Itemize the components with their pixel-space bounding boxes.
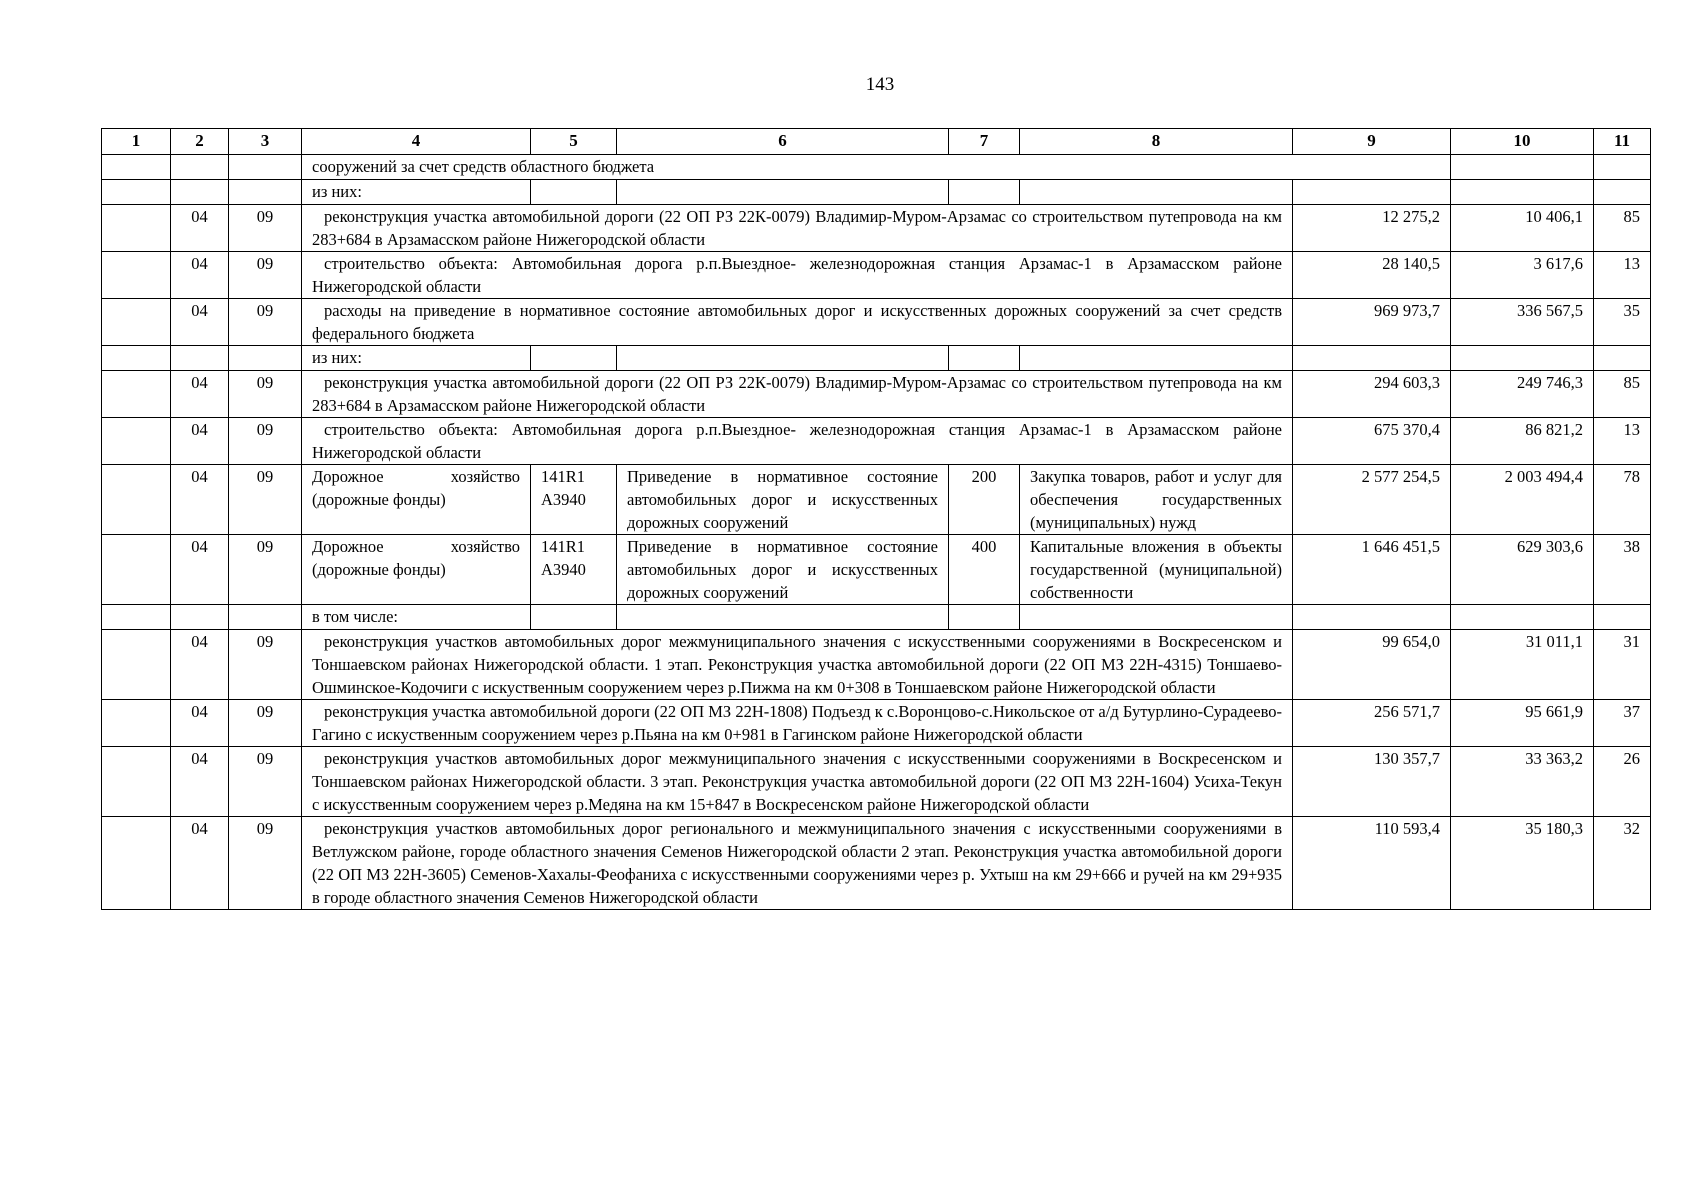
header-row xyxy=(102,129,1651,155)
program-name: Дорожное хозяйство (дорожные фонды) xyxy=(302,465,531,535)
activity-name: Приведение в нормативное состояние автомобильных дорог и искусственных дорожных сооружений xyxy=(617,465,949,535)
amount-actual: 33 363,2 xyxy=(1451,747,1594,817)
table-row xyxy=(102,252,1651,299)
percent-value: 78 xyxy=(1594,465,1651,535)
section-code: 04 xyxy=(171,252,229,299)
row-caption: в том числе: xyxy=(302,605,531,630)
subsection-code: 09 xyxy=(229,418,302,465)
amount-actual: 2 003 494,4 xyxy=(1451,465,1594,535)
column-header: 10 xyxy=(1451,129,1594,155)
row-description: реконструкция участка автомобильной дороги (22 ОП РЗ 22К-0079) Владимир-Муром-Арзамас со строительством путепровода на км 283+684 в Арзамасском районе Нижегородской области xyxy=(302,205,1293,252)
section-code: 04 xyxy=(171,535,229,605)
subsection-code: 09 xyxy=(229,205,302,252)
row-description: строительство объекта: Автомобильная дорога р.п.Выездное- железнодорожная станция Арзамас-1 в Арзамасском районе Нижегородской области xyxy=(302,418,1293,465)
table-row xyxy=(102,630,1651,700)
section-code: 04 xyxy=(171,205,229,252)
percent-value: 26 xyxy=(1594,747,1651,817)
subsection-code: 09 xyxy=(229,252,302,299)
table-row xyxy=(102,371,1651,418)
amount-actual: 249 746,3 xyxy=(1451,371,1594,418)
amount-actual: 336 567,5 xyxy=(1451,299,1594,346)
subsection-code: 09 xyxy=(229,630,302,700)
row-caption: из них: xyxy=(302,180,531,205)
column-header: 4 xyxy=(302,129,531,155)
subsection-code: 09 xyxy=(229,371,302,418)
amount-actual: 95 661,9 xyxy=(1451,700,1594,747)
row-description: реконструкция участков автомобильных дорог межмуниципального значения с искусственными сооружениями в Воскресенском и Тоншаевском районах Нижегородской области. 1 этап. Реконструкция участка автомобильной дороги (22 ОП МЗ 22Н-4315) Тоншаево-Ошминское-Кодочиги с искуственным сооружением через р.Пижма на км 0+308 в Тоншаевском районе Нижегородской области xyxy=(302,630,1293,700)
row-description: сооружений за счет средств областного бюджета xyxy=(302,155,1451,180)
column-header: 3 xyxy=(229,129,302,155)
table-row xyxy=(102,817,1651,910)
subsection-code: 09 xyxy=(229,535,302,605)
amount-plan: 130 357,7 xyxy=(1293,747,1451,817)
table-row xyxy=(102,180,1651,205)
percent-value: 37 xyxy=(1594,700,1651,747)
budget-table xyxy=(101,128,1651,910)
table-row xyxy=(102,535,1651,605)
row-caption: из них: xyxy=(302,346,531,371)
column-header: 2 xyxy=(171,129,229,155)
table-row xyxy=(102,747,1651,817)
row-description: строительство объекта: Автомобильная дорога р.п.Выездное- железнодорожная станция Арзамас-1 в Арзамасском районе Нижегородской области xyxy=(302,252,1293,299)
amount-plan: 110 593,4 xyxy=(1293,817,1451,910)
percent-value: 32 xyxy=(1594,817,1651,910)
column-header: 1 xyxy=(102,129,171,155)
section-code: 04 xyxy=(171,817,229,910)
amount-plan: 1 646 451,5 xyxy=(1293,535,1451,605)
amount-plan: 256 571,7 xyxy=(1293,700,1451,747)
amount-plan: 2 577 254,5 xyxy=(1293,465,1451,535)
column-header: 11 xyxy=(1594,129,1651,155)
expense-type-name: Закупка товаров, работ и услуг для обеспечения государственных (муниципальных) нужд xyxy=(1020,465,1293,535)
percent-value: 85 xyxy=(1594,371,1651,418)
subsection-code: 09 xyxy=(229,299,302,346)
percent-value: 85 xyxy=(1594,205,1651,252)
row-description: реконструкция участков автомобильных дорог регионального и межмуниципального значения с искусственными сооружениями в Ветлужском районе, городе областного значения Семенов Нижегородской области 2 этап. Реконструкция участка автомобильной дороги (22 ОП МЗ 22Н-3605) Семенов-Хахалы-Феофаниха с искусственными сооружениями через р. Ухтыш на км 29+666 и ручей на км 29+935 в городе областного значения Семенов Нижегородской области xyxy=(302,817,1293,910)
amount-plan: 969 973,7 xyxy=(1293,299,1451,346)
amount-actual: 3 617,6 xyxy=(1451,252,1594,299)
amount-actual: 629 303,6 xyxy=(1451,535,1594,605)
expense-type-code: 400 xyxy=(949,535,1020,605)
amount-plan: 28 140,5 xyxy=(1293,252,1451,299)
section-code: 04 xyxy=(171,371,229,418)
table-row xyxy=(102,205,1651,252)
amount-actual: 86 821,2 xyxy=(1451,418,1594,465)
percent-value: 35 xyxy=(1594,299,1651,346)
column-header: 9 xyxy=(1293,129,1451,155)
percent-value: 31 xyxy=(1594,630,1651,700)
section-code: 04 xyxy=(171,465,229,535)
activity-name: Приведение в нормативное состояние автомобильных дорог и искусственных дорожных сооружений xyxy=(617,535,949,605)
column-header: 6 xyxy=(617,129,949,155)
expense-type-name: Капитальные вложения в объекты государственной (муниципальной) собственности xyxy=(1020,535,1293,605)
section-code: 04 xyxy=(171,700,229,747)
program-name: Дорожное хозяйство (дорожные фонды) xyxy=(302,535,531,605)
table-row xyxy=(102,299,1651,346)
section-code: 04 xyxy=(171,747,229,817)
percent-value: 38 xyxy=(1594,535,1651,605)
table-row xyxy=(102,465,1651,535)
column-header: 8 xyxy=(1020,129,1293,155)
amount-actual: 10 406,1 xyxy=(1451,205,1594,252)
row-description: реконструкция участка автомобильной дороги (22 ОП МЗ 22Н-1808) Подъезд к с.Воронцово-с.Никольское от а/д Бутурлино-Сурадеево-Гагино с искуственным сооружением через р.Пьяна на км 0+981 в Гагинском районе Нижегородской области xyxy=(302,700,1293,747)
subsection-code: 09 xyxy=(229,747,302,817)
expense-type-code: 200 xyxy=(949,465,1020,535)
amount-plan: 675 370,4 xyxy=(1293,418,1451,465)
subsection-code: 09 xyxy=(229,700,302,747)
percent-value: 13 xyxy=(1594,418,1651,465)
row-description: реконструкция участков автомобильных дорог межмуниципального значения с искусственными сооружениями в Воскресенском и Тоншаевском районах Нижегородской области. 3 этап. Реконструкция участка автомобильной дороги (22 ОП МЗ 22Н-1604) Усиха-Текун с искусственным сооружением через р.Медяна на км 15+847 в Воскресенском районе Нижегородской области xyxy=(302,747,1293,817)
amount-plan: 294 603,3 xyxy=(1293,371,1451,418)
row-description: реконструкция участка автомобильной дороги (22 ОП РЗ 22К-0079) Владимир-Муром-Арзамас со строительством путепровода на км 283+684 в Арзамасском районе Нижегородской области xyxy=(302,371,1293,418)
table-row xyxy=(102,700,1651,747)
amount-actual: 35 180,3 xyxy=(1451,817,1594,910)
table-row xyxy=(102,155,1651,180)
table-row xyxy=(102,346,1651,371)
table-row xyxy=(102,418,1651,465)
amount-plan: 99 654,0 xyxy=(1293,630,1451,700)
row-description: расходы на приведение в нормативное состояние автомобильных дорог и искусственных дорожных сооружений за счет средств федерального бюджета xyxy=(302,299,1293,346)
column-header: 5 xyxy=(531,129,617,155)
amount-actual: 31 011,1 xyxy=(1451,630,1594,700)
percent-value: 13 xyxy=(1594,252,1651,299)
amount-plan: 12 275,2 xyxy=(1293,205,1451,252)
section-code: 04 xyxy=(171,299,229,346)
section-code: 04 xyxy=(171,418,229,465)
subsection-code: 09 xyxy=(229,817,302,910)
subsection-code: 09 xyxy=(229,465,302,535)
table-row xyxy=(102,605,1651,630)
page-number: 143 xyxy=(865,74,895,95)
section-code: 04 xyxy=(171,630,229,700)
target-code: 141R1 А3940 xyxy=(531,535,617,605)
target-code: 141R1 А3940 xyxy=(531,465,617,535)
column-header: 7 xyxy=(949,129,1020,155)
